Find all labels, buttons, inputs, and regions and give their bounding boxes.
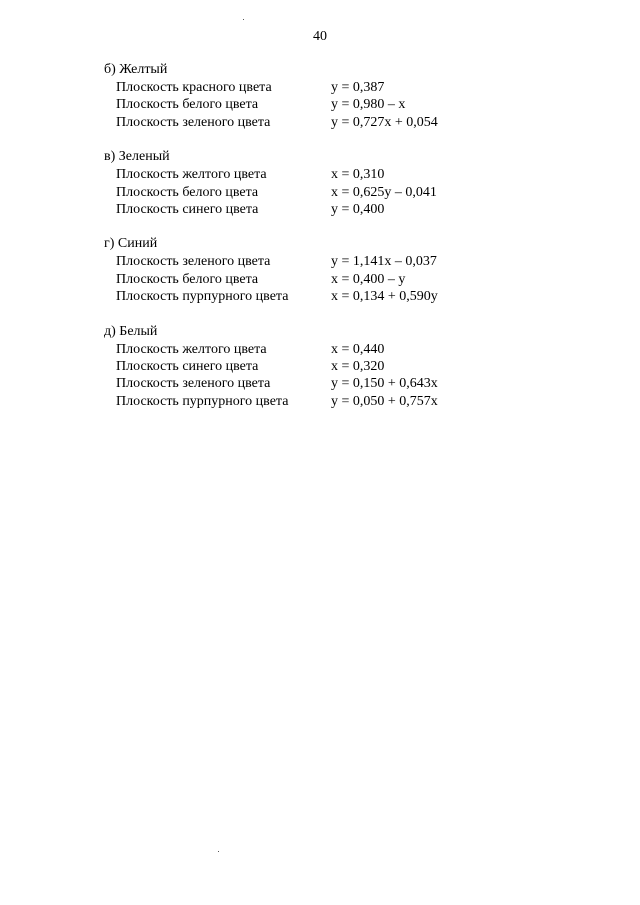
plane-row	[104, 288, 524, 305]
plane-row	[104, 253, 524, 270]
plane-row	[104, 96, 524, 113]
plane-equation: x = 0,625y – 0,041	[331, 184, 437, 200]
plane-label: Плоскость зеленого цвета	[116, 376, 271, 392]
color-sections	[104, 61, 524, 427]
plane-label: Плоскость пурпурного цвета	[116, 393, 289, 409]
section-blue	[104, 235, 524, 305]
plane-row	[104, 201, 524, 218]
plane-equation: y = 0,980 – x	[331, 97, 406, 113]
plane-equation: x = 0,400 – y	[331, 271, 406, 287]
section-title: в) Зеленый	[104, 149, 170, 165]
plane-label: Плоскость белого цвета	[116, 97, 259, 113]
plane-row	[104, 79, 524, 96]
plane-equation: x = 0,310	[331, 167, 385, 183]
plane-label: Плоскость красного цвета	[116, 80, 272, 95]
plane-equation: x = 0,440	[331, 341, 385, 357]
plane-row	[104, 358, 524, 375]
plane-equation: y = 1,141x – 0,037	[331, 254, 437, 270]
section-yellow	[104, 61, 524, 131]
section-green	[104, 148, 524, 218]
plane-label: Плоскость синего цвета	[116, 358, 259, 374]
plane-label: Плоскость зеленого цвета	[116, 114, 271, 130]
plane-equation: y = 0,387	[331, 80, 385, 95]
page-number: 40	[313, 29, 327, 44]
plane-label: Плоскость желтого цвета	[116, 167, 267, 183]
plane-row	[104, 114, 524, 131]
plane-label: Плоскость белого цвета	[116, 271, 259, 287]
plane-row	[104, 341, 524, 358]
section-title: г) Синий	[104, 236, 158, 252]
scan-speck	[243, 19, 244, 20]
plane-equation: x = 0,320	[331, 358, 385, 374]
plane-row	[104, 375, 524, 392]
plane-label: Плоскость белого цвета	[116, 184, 259, 200]
plane-label: Плоскость синего цвета	[116, 201, 259, 217]
plane-row	[104, 393, 524, 410]
plane-equation: y = 0,400	[331, 201, 385, 217]
plane-equation: y = 0,727x + 0,054	[331, 114, 438, 130]
plane-label: Плоскость пурпурного цвета	[116, 289, 289, 305]
plane-equation: y = 0,050 + 0,757x	[331, 393, 438, 409]
scan-speck	[218, 851, 219, 852]
plane-equation: y = 0,150 + 0,643x	[331, 376, 438, 392]
section-white	[104, 323, 524, 411]
plane-row	[104, 271, 524, 288]
section-title: б) Желтый	[104, 62, 168, 77]
section-title: д) Белый	[104, 323, 158, 339]
plane-row	[104, 166, 524, 183]
plane-label: Плоскость желтого цвета	[116, 341, 267, 357]
plane-equation: x = 0,134 + 0,590y	[331, 289, 438, 305]
plane-row	[104, 184, 524, 201]
plane-label: Плоскость зеленого цвета	[116, 254, 271, 270]
